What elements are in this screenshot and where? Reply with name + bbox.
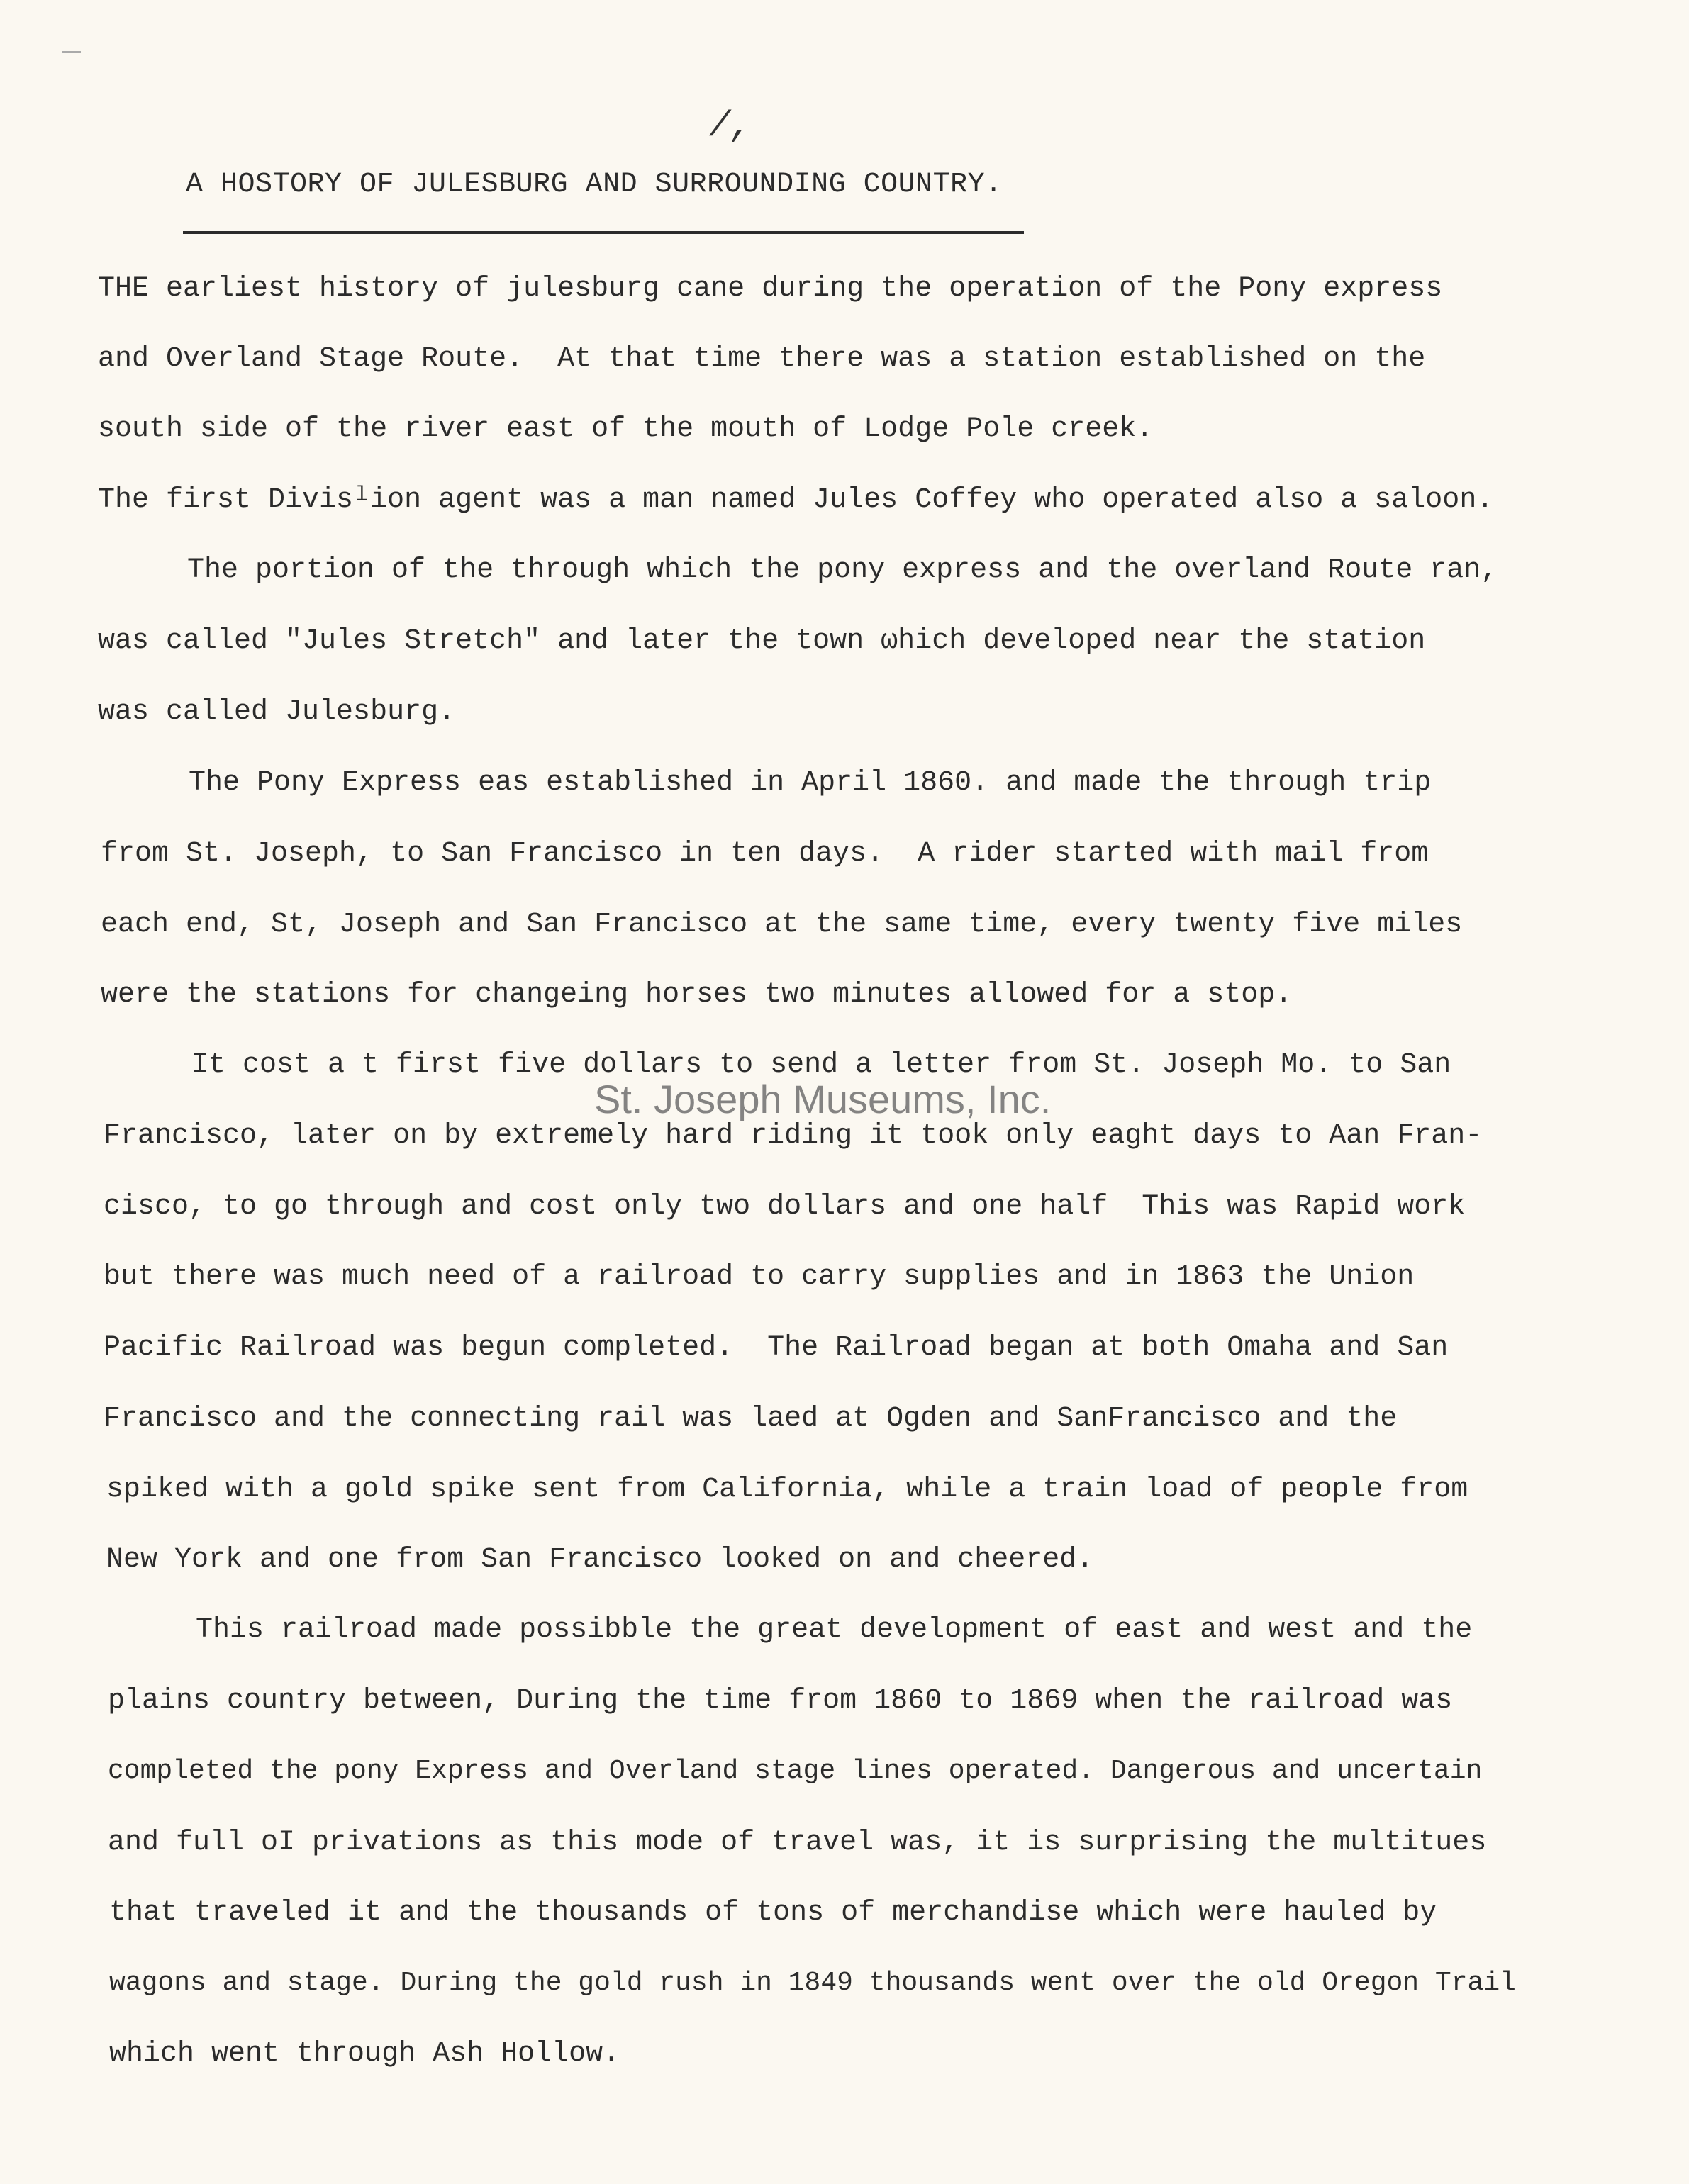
text-line: The Pony Express eas established in April 1860. and made the through trip — [189, 767, 1432, 799]
text-line: each end, St, Joseph and San Francisco at the same time, every twenty five miles — [101, 909, 1463, 941]
text-line: were the stations for changeing horses two minutes allowed for a stop. — [101, 979, 1293, 1011]
text-line: which went through Ash Hollow. — [109, 2038, 620, 2070]
title-underline — [183, 231, 1024, 234]
watermark: St. Joseph Museums, Inc. — [594, 1077, 1052, 1121]
text-line: plains country between, During the time from 1860 to 1869 when the railroad was — [108, 1685, 1453, 1717]
text-line: but there was much need of a railroad to carry supplies and in 1863 the Union — [104, 1261, 1415, 1293]
text-line: The portion of the through which the pony express and the overland Route ran, — [187, 554, 1498, 586]
text-line: It cost a t first five dollars to send a letter from St. Joseph Mo. to San — [191, 1049, 1451, 1081]
text-line: This railroad made possibble the great development of east and west and the — [196, 1614, 1473, 1646]
text-line: from St. Joseph, to San Francisco in ten days. A rider started with mail from — [101, 838, 1429, 870]
text-line: cisco, to go through and cost only two dollars and one half This was Rapid work — [104, 1191, 1466, 1223]
page-number: /, — [709, 106, 752, 147]
text-line: was called Julesburg. — [98, 696, 456, 728]
text-line: Francisco and the connecting rail was laed at Ogden and SanFrancisco and the — [104, 1403, 1398, 1435]
text-line: The first Divisˡion agent was a man named Jules Coffey who operated also a saloon. — [98, 484, 1494, 516]
paper-mark — [62, 51, 81, 53]
text-line: south side of the river east of the mouth of Lodge Pole creek. — [98, 413, 1154, 445]
document-title: A HOSTORY OF JULESBURG AND SURROUNDING COUNTRY. — [186, 169, 1003, 201]
text-line: was called "Jules Stretch" and later the town ωhich developed near the station — [98, 625, 1426, 657]
text-line: spiked with a gold spike sent from California, while a train load of people from — [106, 1474, 1468, 1506]
text-line: wagons and stage. During the gold rush in 1849 thousands went over the old Oregon Trail — [109, 1968, 1516, 1998]
text-line: New York and one from San Francisco looked on and cheered. — [106, 1544, 1094, 1576]
text-line: and full oI privations as this mode of travel was, it is surprising the multitues — [108, 1827, 1487, 1859]
text-line: and Overland Stage Route. At that time there was a station established on the — [98, 343, 1426, 375]
text-line: that traveled it and the thousands of tons of merchandise which were hauled by — [109, 1897, 1437, 1929]
text-line: completed the pony Express and Overland stage lines operated. Dangerous and uncertain — [108, 1756, 1483, 1786]
text-line: Pacific Railroad was begun completed. The Railroad began at both Omaha and San — [104, 1332, 1449, 1364]
text-line: Francisco, later on by extremely hard riding it took only eaght days to Aan Fran- — [104, 1120, 1483, 1152]
text-line: THE earliest history of julesburg cane during the operation of the Pony express — [98, 273, 1443, 305]
